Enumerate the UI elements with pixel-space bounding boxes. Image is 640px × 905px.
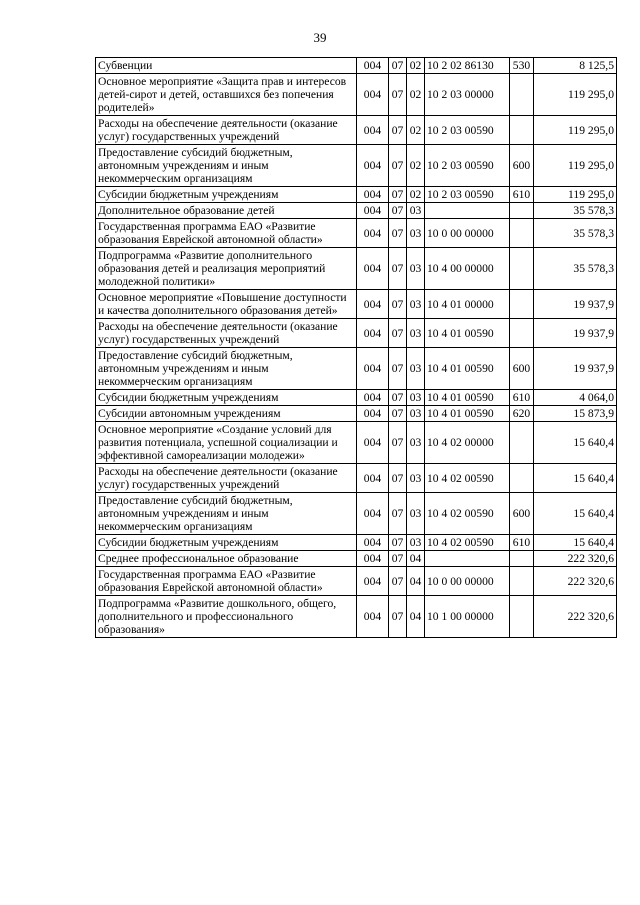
row-name-cell: Подпрограмма «Развитие дополнительного образования детей и реализация мероприятий молодежной политики» xyxy=(96,248,357,290)
amount-cell: 15 640,4 xyxy=(534,464,617,493)
row-name-cell: Субвенции xyxy=(96,58,357,74)
row-name-cell: Предоставление субсидий бюджетным, автономным учреждениям и иным некоммерческим организациям xyxy=(96,348,357,390)
table-row xyxy=(96,596,617,638)
subsection-code-cell: 04 xyxy=(407,596,425,638)
table-row xyxy=(96,248,617,290)
target-item-code-cell: 10 2 03 00590 xyxy=(425,187,510,203)
row-name-cell: Государственная программа ЕАО «Развитие образования Еврейской автономной области» xyxy=(96,567,357,596)
subsection-code-cell: 03 xyxy=(407,290,425,319)
expense-type-code-cell: 600 xyxy=(510,493,534,535)
row-name-cell: Расходы на обеспечение деятельности (оказание услуг) государственных учреждений xyxy=(96,319,357,348)
table-row xyxy=(96,390,617,406)
section-code-cell: 07 xyxy=(389,348,407,390)
ministry-code-cell: 004 xyxy=(357,248,389,290)
amount-cell: 8 125,5 xyxy=(534,58,617,74)
target-item-code-cell: 10 2 03 00590 xyxy=(425,116,510,145)
subsection-code-cell: 03 xyxy=(407,219,425,248)
amount-cell: 35 578,3 xyxy=(534,219,617,248)
row-name-cell: Субсидии бюджетным учреждениям xyxy=(96,187,357,203)
subsection-code-cell: 04 xyxy=(407,567,425,596)
amount-cell: 19 937,9 xyxy=(534,319,617,348)
section-code-cell: 07 xyxy=(389,203,407,219)
table-row xyxy=(96,319,617,348)
ministry-code-cell: 004 xyxy=(357,203,389,219)
table-row xyxy=(96,203,617,219)
subsection-code-cell: 03 xyxy=(407,248,425,290)
row-name-cell: Предоставление субсидий бюджетным, автономным учреждениям и иным некоммерческим организациям xyxy=(96,493,357,535)
row-name-cell: Расходы на обеспечение деятельности (оказание услуг) государственных учреждений xyxy=(96,464,357,493)
amount-cell: 15 640,4 xyxy=(534,422,617,464)
expense-type-code-cell xyxy=(510,290,534,319)
table-row xyxy=(96,422,617,464)
expense-type-code-cell xyxy=(510,567,534,596)
section-code-cell: 07 xyxy=(389,116,407,145)
amount-cell: 222 320,6 xyxy=(534,551,617,567)
table-row xyxy=(96,74,617,116)
row-name-cell: Предоставление субсидий бюджетным, автономным учреждениям и иным некоммерческим организациям xyxy=(96,145,357,187)
target-item-code-cell xyxy=(425,203,510,219)
target-item-code-cell: 10 2 03 00590 xyxy=(425,145,510,187)
subsection-code-cell: 03 xyxy=(407,319,425,348)
ministry-code-cell: 004 xyxy=(357,58,389,74)
table-row xyxy=(96,493,617,535)
amount-cell: 15 640,4 xyxy=(534,535,617,551)
table-row xyxy=(96,145,617,187)
page-number: 39 xyxy=(313,30,327,45)
target-item-code-cell: 10 4 00 00000 xyxy=(425,248,510,290)
subsection-code-cell: 04 xyxy=(407,551,425,567)
section-code-cell: 07 xyxy=(389,390,407,406)
amount-cell: 222 320,6 xyxy=(534,567,617,596)
budget-table xyxy=(95,57,617,638)
amount-cell: 15 873,9 xyxy=(534,406,617,422)
amount-cell: 4 064,0 xyxy=(534,390,617,406)
expense-type-code-cell xyxy=(510,422,534,464)
expense-type-code-cell xyxy=(510,116,534,145)
target-item-code-cell: 10 4 01 00590 xyxy=(425,390,510,406)
subsection-code-cell: 03 xyxy=(407,348,425,390)
subsection-code-cell: 02 xyxy=(407,187,425,203)
section-code-cell: 07 xyxy=(389,551,407,567)
table-row xyxy=(96,406,617,422)
target-item-code-cell: 10 0 00 00000 xyxy=(425,219,510,248)
amount-cell: 222 320,6 xyxy=(534,596,617,638)
target-item-code-cell: 10 4 01 00590 xyxy=(425,319,510,348)
ministry-code-cell: 004 xyxy=(357,390,389,406)
section-code-cell: 07 xyxy=(389,219,407,248)
row-name-cell: Основное мероприятие «Создание условий для развития потенциала, успешной социализации и эффективной самореализации молодежи» xyxy=(96,422,357,464)
ministry-code-cell: 004 xyxy=(357,406,389,422)
amount-cell: 35 578,3 xyxy=(534,248,617,290)
row-name-cell: Расходы на обеспечение деятельности (оказание услуг) государственных учреждений xyxy=(96,116,357,145)
row-name-cell: Дополнительное образование детей xyxy=(96,203,357,219)
row-name-cell: Основное мероприятие «Повышение доступности и качества дополнительного образования детей» xyxy=(96,290,357,319)
expense-type-code-cell xyxy=(510,74,534,116)
amount-cell: 119 295,0 xyxy=(534,74,617,116)
subsection-code-cell: 03 xyxy=(407,390,425,406)
table-row xyxy=(96,58,617,74)
subsection-code-cell: 02 xyxy=(407,74,425,116)
section-code-cell: 07 xyxy=(389,74,407,116)
amount-cell: 119 295,0 xyxy=(534,145,617,187)
amount-cell: 119 295,0 xyxy=(534,187,617,203)
subsection-code-cell: 03 xyxy=(407,203,425,219)
expense-type-code-cell: 600 xyxy=(510,348,534,390)
ministry-code-cell: 004 xyxy=(357,145,389,187)
amount-cell: 19 937,9 xyxy=(534,290,617,319)
target-item-code-cell: 10 4 02 00590 xyxy=(425,535,510,551)
ministry-code-cell: 004 xyxy=(357,422,389,464)
section-code-cell: 07 xyxy=(389,187,407,203)
subsection-code-cell: 02 xyxy=(407,145,425,187)
row-name-cell: Основное мероприятие «Защита прав и интересов детей-сирот и детей, оставшихся без попечения родителей» xyxy=(96,74,357,116)
table-row xyxy=(96,348,617,390)
table-row xyxy=(96,219,617,248)
expense-type-code-cell xyxy=(510,551,534,567)
expense-type-code-cell xyxy=(510,319,534,348)
expense-type-code-cell: 610 xyxy=(510,390,534,406)
target-item-code-cell: 10 1 00 00000 xyxy=(425,596,510,638)
ministry-code-cell: 004 xyxy=(357,290,389,319)
expense-type-code-cell xyxy=(510,464,534,493)
ministry-code-cell: 004 xyxy=(357,567,389,596)
subsection-code-cell: 03 xyxy=(407,422,425,464)
table-row xyxy=(96,567,617,596)
amount-cell: 15 640,4 xyxy=(534,493,617,535)
expense-type-code-cell: 600 xyxy=(510,145,534,187)
table-row xyxy=(96,290,617,319)
row-name-cell: Государственная программа ЕАО «Развитие образования Еврейской автономной области» xyxy=(96,219,357,248)
subsection-code-cell: 03 xyxy=(407,535,425,551)
expense-type-code-cell xyxy=(510,203,534,219)
section-code-cell: 07 xyxy=(389,535,407,551)
amount-cell: 19 937,9 xyxy=(534,348,617,390)
ministry-code-cell: 004 xyxy=(357,187,389,203)
section-code-cell: 07 xyxy=(389,464,407,493)
row-name-cell: Среднее профессиональное образование xyxy=(96,551,357,567)
section-code-cell: 07 xyxy=(389,406,407,422)
row-name-cell: Субсидии бюджетным учреждениям xyxy=(96,390,357,406)
table-row xyxy=(96,535,617,551)
expense-type-code-cell xyxy=(510,219,534,248)
ministry-code-cell: 004 xyxy=(357,535,389,551)
ministry-code-cell: 004 xyxy=(357,464,389,493)
row-name-cell: Субсидии бюджетным учреждениям xyxy=(96,535,357,551)
section-code-cell: 07 xyxy=(389,248,407,290)
ministry-code-cell: 004 xyxy=(357,493,389,535)
section-code-cell: 07 xyxy=(389,290,407,319)
section-code-cell: 07 xyxy=(389,596,407,638)
target-item-code-cell: 10 4 01 00590 xyxy=(425,406,510,422)
ministry-code-cell: 004 xyxy=(357,596,389,638)
target-item-code-cell: 10 2 03 00000 xyxy=(425,74,510,116)
table-row xyxy=(96,464,617,493)
section-code-cell: 07 xyxy=(389,319,407,348)
target-item-code-cell: 10 4 02 00000 xyxy=(425,422,510,464)
amount-cell: 35 578,3 xyxy=(534,203,617,219)
target-item-code-cell: 10 0 00 00000 xyxy=(425,567,510,596)
subsection-code-cell: 03 xyxy=(407,406,425,422)
section-code-cell: 07 xyxy=(389,145,407,187)
target-item-code-cell xyxy=(425,551,510,567)
subsection-code-cell: 02 xyxy=(407,58,425,74)
expense-type-code-cell xyxy=(510,596,534,638)
subsection-code-cell: 03 xyxy=(407,464,425,493)
ministry-code-cell: 004 xyxy=(357,74,389,116)
target-item-code-cell: 10 4 02 00590 xyxy=(425,493,510,535)
ministry-code-cell: 004 xyxy=(357,348,389,390)
subsection-code-cell: 03 xyxy=(407,493,425,535)
target-item-code-cell: 10 4 02 00590 xyxy=(425,464,510,493)
budget-table-body xyxy=(96,58,617,638)
ministry-code-cell: 004 xyxy=(357,116,389,145)
expense-type-code-cell: 620 xyxy=(510,406,534,422)
target-item-code-cell: 10 2 02 86130 xyxy=(425,58,510,74)
target-item-code-cell: 10 4 01 00590 xyxy=(425,348,510,390)
section-code-cell: 07 xyxy=(389,493,407,535)
table-row xyxy=(96,551,617,567)
subsection-code-cell: 02 xyxy=(407,116,425,145)
ministry-code-cell: 004 xyxy=(357,551,389,567)
row-name-cell: Подпрограмма «Развитие дошкольного, общего, дополнительного и профессионального образования» xyxy=(96,596,357,638)
section-code-cell: 07 xyxy=(389,422,407,464)
expense-type-code-cell: 610 xyxy=(510,535,534,551)
section-code-cell: 07 xyxy=(389,58,407,74)
target-item-code-cell: 10 4 01 00000 xyxy=(425,290,510,319)
expense-type-code-cell: 610 xyxy=(510,187,534,203)
section-code-cell: 07 xyxy=(389,567,407,596)
amount-cell: 119 295,0 xyxy=(534,116,617,145)
table-row xyxy=(96,116,617,145)
table-row xyxy=(96,187,617,203)
row-name-cell: Субсидии автономным учреждениям xyxy=(96,406,357,422)
expense-type-code-cell xyxy=(510,248,534,290)
expense-type-code-cell: 530 xyxy=(510,58,534,74)
ministry-code-cell: 004 xyxy=(357,319,389,348)
ministry-code-cell: 004 xyxy=(357,219,389,248)
